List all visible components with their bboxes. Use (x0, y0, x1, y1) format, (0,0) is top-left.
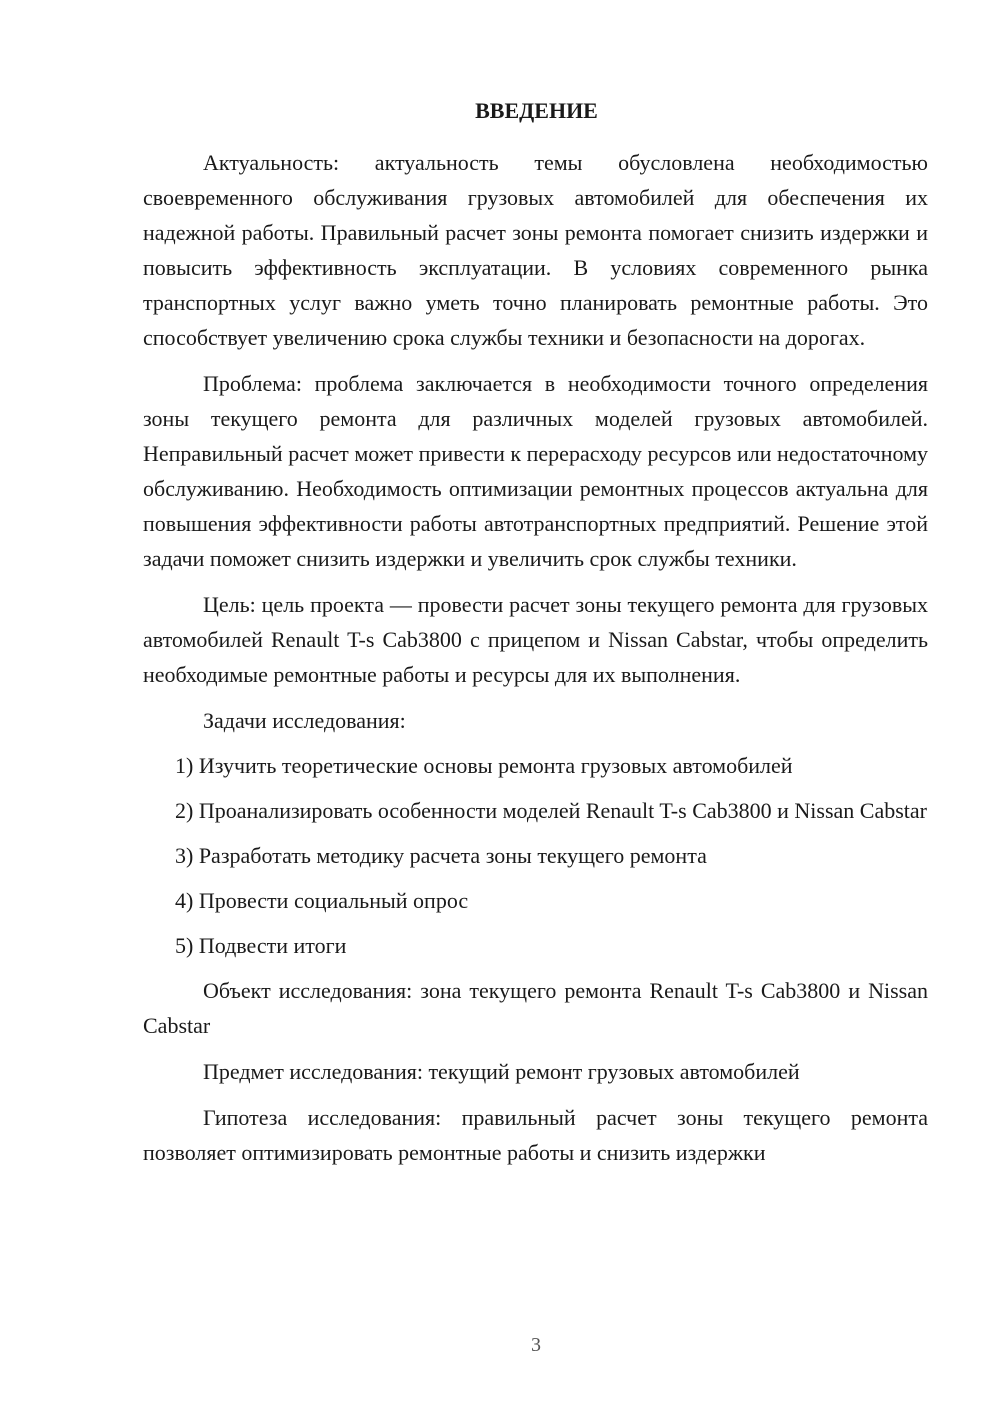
paragraph-object: Объект исследования: зона текущего ремонта Renault T-s Cab3800 и Nissan Cabstar (143, 978, 928, 1038)
page-number: 3 (531, 1334, 541, 1356)
task-item: 1) Изучить теоретические основы ремонта грузовых автомобилей (175, 753, 793, 778)
paragraph-problem: Проблема: проблема заключается в необходимости точного определения зоны текущего ремонта для различных моделей грузовых автомобилей. Неправильный расчет может привести к перерасходу ресурсов или недостаточному обслуживанию. Необходимость оптимизации ремонтных процессов актуальна для повышения эффективности работы автотранспортных предприятий. Решение этой задачи поможет снизить издержки и увеличить срок службы техники. (143, 371, 928, 571)
task-item: 5) Подвести итоги (175, 933, 347, 958)
tasks-title: Задачи исследования: (203, 708, 406, 733)
paragraph-subject: Предмет исследования: текущий ремонт грузовых автомобилей (203, 1059, 800, 1084)
task-item: 2) Проанализировать особенности моделей Renault T-s Cab3800 и Nissan Cabstar (175, 798, 927, 823)
section-heading: ВВЕДЕНИЕ (475, 98, 598, 123)
paragraph-hypothesis: Гипотеза исследования: правильный расчет зоны текущего ремонта позволяет оптимизировать ремонтные работы и снизить издержки (143, 1105, 928, 1165)
task-item: 4) Провести социальный опрос (175, 888, 469, 913)
paragraph-goal: Цель: цель проекта — провести расчет зоны текущего ремонта для грузовых автомобилей Renault T-s Cab3800 с прицепом и Nissan Cabstar, чтобы определить необходимые ремонтные работы и ресурсы для их выполнения. (143, 592, 928, 687)
page-content (143, 97, 928, 1181)
paragraph-relevance: Актуальность: актуальность темы обусловлена необходимостью своевременного обслуживания грузовых автомобилей для обеспечения их надежной работы. Правильный расчет зоны ремонта помогает снизить издержки и повысить эффективность эксплуатации. В условиях современного рынка транспортных услуг важно уметь точно планировать ремонтные работы. Это способствует увеличению срока службы техники и безопасности на дорогах. (143, 150, 928, 350)
task-item: 3) Разработать методику расчета зоны текущего ремонта (175, 843, 707, 868)
